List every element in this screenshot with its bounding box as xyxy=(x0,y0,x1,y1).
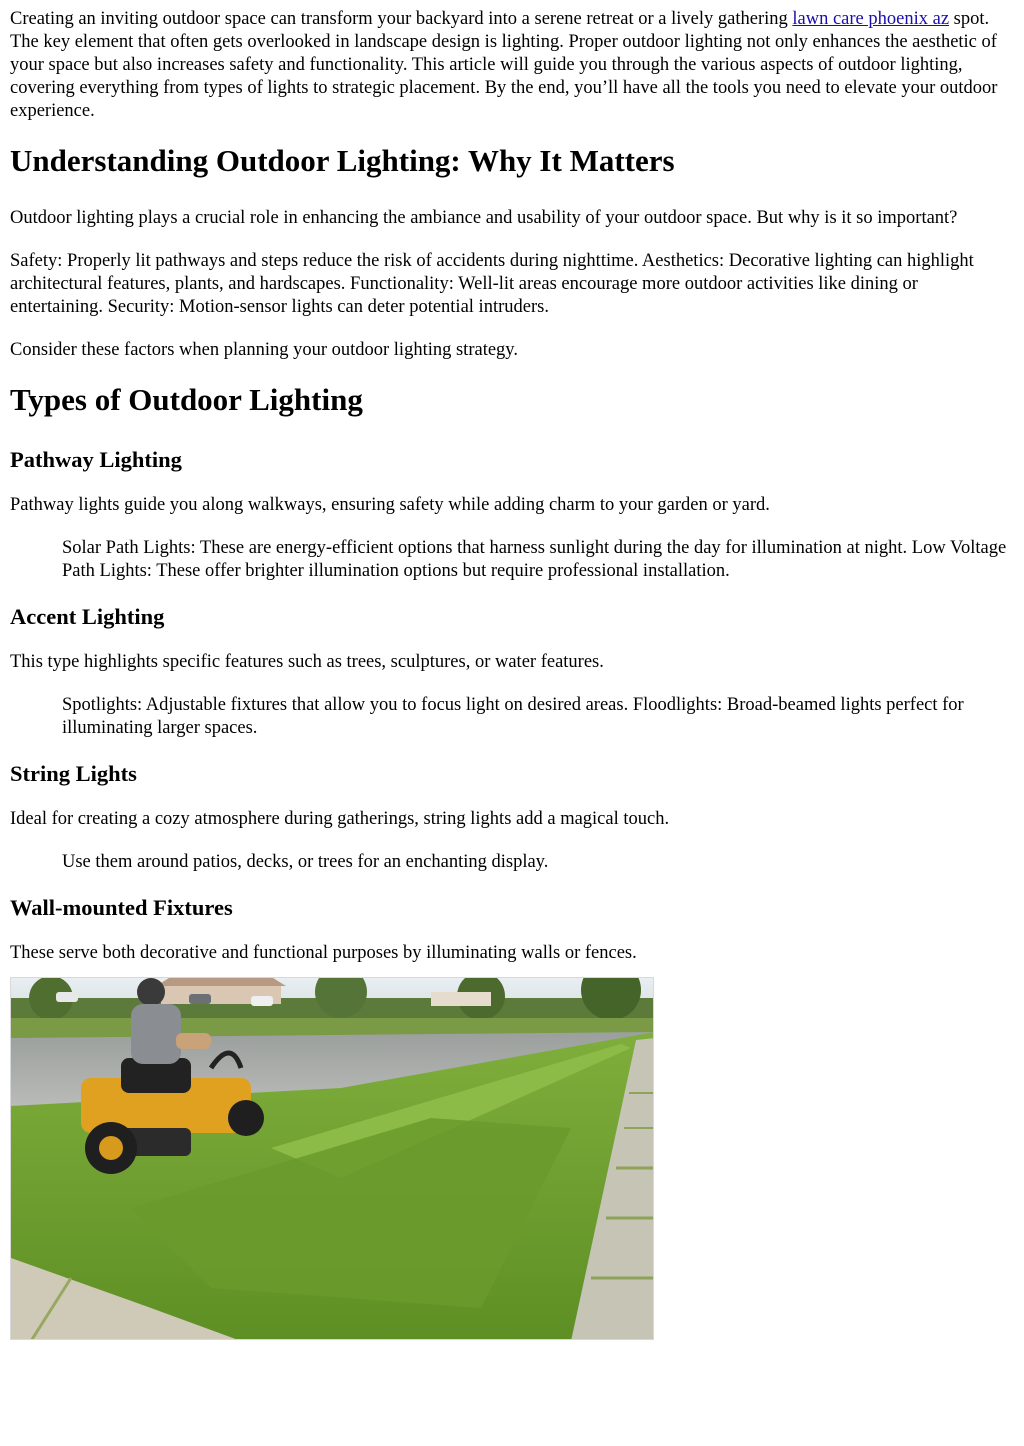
pathway-lighting-paragraph: Pathway lights guide you along walkways, ensuring safety while adding charm to your garden or yard. xyxy=(10,495,770,515)
lawn-care-link[interactable]: lawn care phoenix az xyxy=(792,9,950,29)
benefits-paragraph: Safety: Properly lit pathways and steps reduce the risk of accidents during nighttime. Aesthetics: Decorative lighting can highlight architectural features, plants, and hardscapes. Functionality: Well-lit areas encourage more outdoor activities like dining or entertaining. Security: Motion-sensor lights can deter potential intruders. xyxy=(10,251,974,317)
wall-mounted-paragraph: These serve both decorative and functional purposes by illuminating walls or fences. xyxy=(10,943,637,963)
section-heading-why-it-matters: Understanding Outdoor Lighting: Why It Matters xyxy=(10,143,675,178)
string-lights-paragraph: Ideal for creating a cozy atmosphere during gatherings, string lights add a magical touch. xyxy=(10,809,670,829)
subheading-accent-lighting: Accent Lighting xyxy=(10,604,165,629)
intro-text-after-link: spot. The key element that often gets overlooked in landscape design is lighting. Proper outdoor lighting not only enhances the aesthetic of your space but also increases safety and functionality. This article will guide you through the various aspects of outdoor lighting, covering everything from types of lights to strategic placement. By the end, you’ll have all the tools you need to elevate your outdoor experience. xyxy=(10,9,998,121)
intro-paragraph xyxy=(10,8,1014,123)
why-it-matters-paragraph: Outdoor lighting plays a crucial role in enhancing the ambiance and usability of your outdoor space. But why is it so important? xyxy=(10,208,958,228)
accent-lighting-list: Spotlights: Adjustable fixtures that allow you to focus light on desired areas. Floodlights: Broad-beamed lights perfect for illuminating larger spaces. xyxy=(62,695,964,738)
string-lights-list: Use them around patios, decks, or trees for an enchanting display. xyxy=(62,852,549,872)
subheading-string-lights: String Lights xyxy=(10,761,137,786)
lawn-mowing-photo xyxy=(10,977,654,1340)
subheading-wall-mounted-fixtures: Wall-mounted Fixtures xyxy=(10,895,233,920)
subheading-pathway-lighting: Pathway Lighting xyxy=(10,447,182,472)
section-heading-types: Types of Outdoor Lighting xyxy=(10,382,363,417)
pathway-lighting-list: Solar Path Lights: These are energy-efficient options that harness sunlight during the day for illumination at night. Low Voltage Path Lights: These offer brighter illumination options but require professional installation. xyxy=(62,538,1007,581)
intro-text-before-link: Creating an inviting outdoor space can transform your backyard into a serene retreat or a lively gathering xyxy=(10,9,793,29)
accent-lighting-paragraph: This type highlights specific features such as trees, sculptures, or water features. xyxy=(10,652,604,672)
consider-factors-paragraph: Consider these factors when planning your outdoor lighting strategy. xyxy=(10,340,518,360)
